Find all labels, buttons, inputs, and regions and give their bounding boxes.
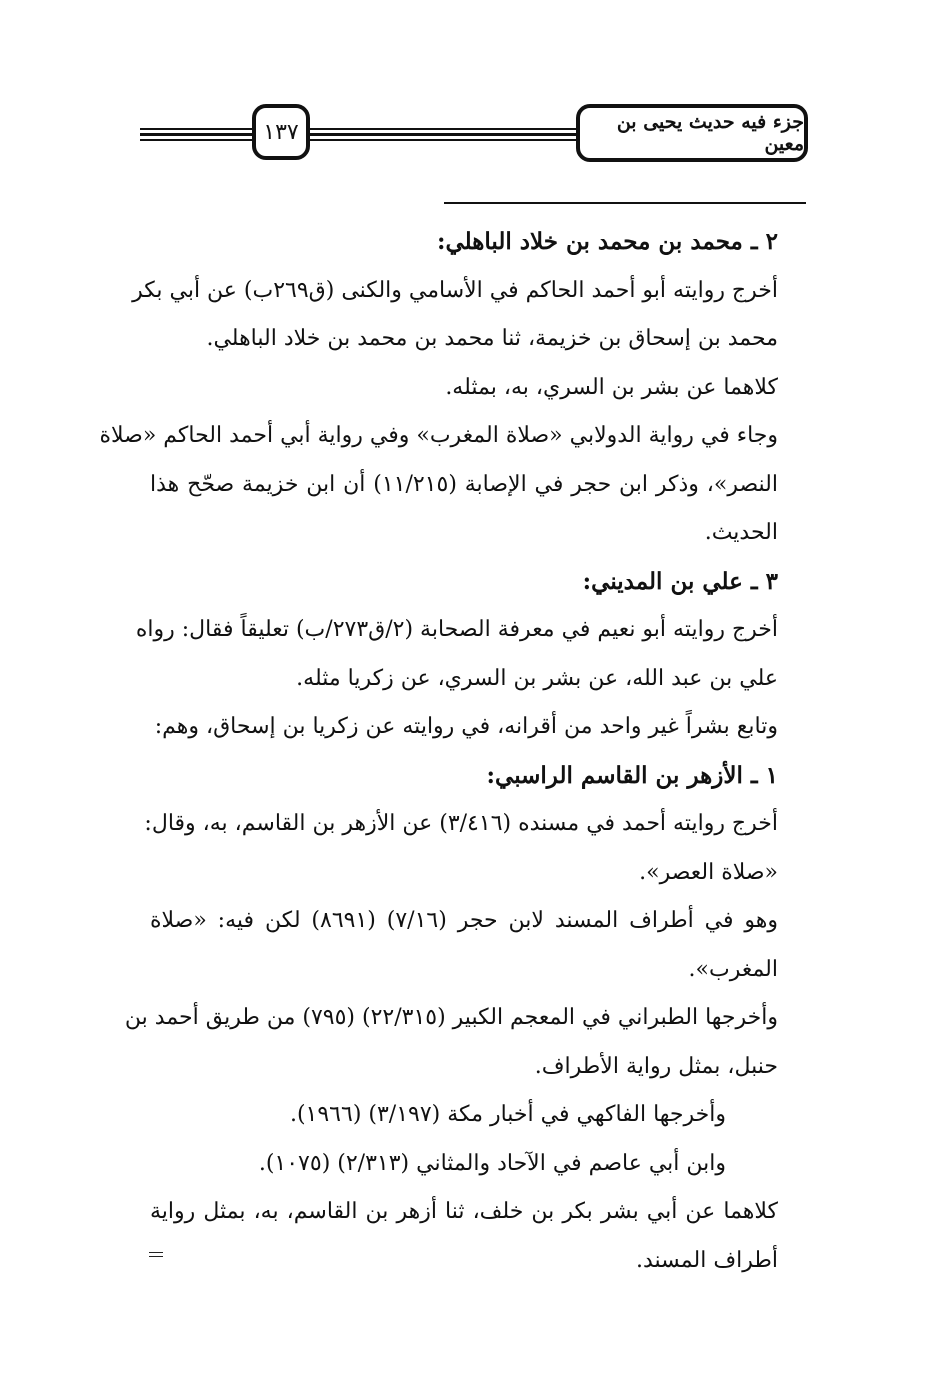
page-number: ١٣٧ bbox=[252, 104, 310, 160]
text-line: وأخرجها الفاكهي في أخبار مكة (٣/١٩٧) (١٩٦٦). bbox=[289, 1102, 726, 1127]
text-line: الحديث. bbox=[704, 520, 778, 545]
section-heading: ٢ ـ محمد بن محمد بن خلاد الباهلي: bbox=[437, 228, 778, 255]
text-line: أخرج روايته أبو نعيم في معرفة الصحابة (٢/ق٢٧٣/ب) تعليقاً فقال: رواه bbox=[135, 617, 778, 642]
text-line: أخرج روايته أبو أحمد الحاكم في الأسامي والكنى (ق٢٦٩ب) عن أبي بكر bbox=[132, 277, 778, 303]
text-line: علي بن عبد الله، عن بشر بن السري، عن زكريا مثله. bbox=[296, 665, 778, 691]
page-header bbox=[140, 104, 808, 166]
text-line: وهو في أطراف المسند لابن حجر (٧/١٦) (٨٦٩١) لكن فيه: «صلاة bbox=[150, 908, 778, 933]
text-line: محمد بن إسحاق بن خزيمة، ثنا محمد بن محمد بن خلاد الباهلي. bbox=[206, 326, 778, 351]
section-heading: ٣ ـ علي بن المديني: bbox=[582, 567, 778, 595]
page-body bbox=[99, 218, 778, 1285]
text-top-rule bbox=[444, 202, 806, 204]
text-line: أخرج روايته أحمد في مسنده (٣/٤١٦) عن الأزهر بن القاسم، به، وقال: bbox=[144, 811, 778, 836]
text-line: أطراف المسند. bbox=[635, 1247, 778, 1273]
text-line: وابن أبي عاصم في الآحاد والمثاني (٢/٣١٣) (١٠٧٥). bbox=[258, 1150, 726, 1176]
section-heading: ١ ـ الأزهر بن القاسم الراسبي: bbox=[486, 761, 778, 789]
text-line: كلاهما عن أبي بشر بكر بن خلف، ثنا أزهر بن القاسم، به، بمثل رواية bbox=[150, 1199, 778, 1224]
text-line: وجاء في رواية الدولابي «صلاة المغرب» وفي رواية أبي أحمد الحاكم «صلاة bbox=[99, 423, 778, 448]
text-line: وتابع بشراً غير واحد من أقرانه، في روايته عن زكريا بن إسحاق، وهم: bbox=[154, 714, 778, 739]
text-line: «صلاة العصر». bbox=[639, 859, 778, 885]
footnote-mark bbox=[149, 1252, 163, 1260]
text-line: وأخرجها الطبراني في المعجم الكبير (٢٢/٣١٥) (٧٩٥) من طريق أحمد بن bbox=[124, 1005, 778, 1030]
text-line: النصر»، وذكر ابن حجر في الإصابة (١١/٢١٥) أن ابن خزيمة صحّح هذا bbox=[150, 471, 778, 497]
text-line: المغرب». bbox=[688, 956, 778, 982]
book-title: جزء فيه حديث يحيى بن معين bbox=[576, 104, 808, 162]
text-line: حنبل، بمثل رواية الأطراف. bbox=[534, 1053, 778, 1079]
text-line: كلاهما عن بشر بن السري، به، بمثله. bbox=[445, 374, 778, 400]
